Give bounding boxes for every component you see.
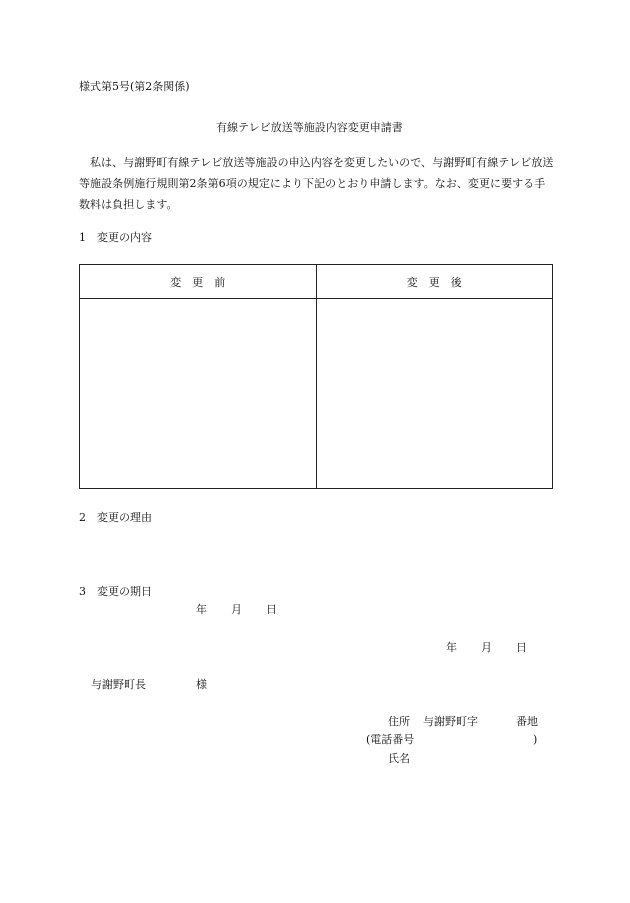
- name-label: 氏名: [388, 752, 410, 765]
- addressee-honorific: 様: [196, 678, 207, 691]
- address-label: 住所: [388, 715, 410, 728]
- address-banchi: 番地: [516, 715, 538, 728]
- changes-table: [79, 264, 553, 489]
- change-date-month: 月: [231, 603, 242, 616]
- before-header: 変 更 前: [80, 265, 317, 299]
- address-town: 与謝野町字: [423, 715, 478, 728]
- before-cell[interactable]: [80, 299, 317, 489]
- body-paragraph: 私は、与謝野町有線テレビ放送等施設の申込内容を変更したいので、与謝野町有線テレビ放送等施設条例施行規則第2条第6項の規定により下記のとおり申請します。なお、変更に要する手数料は負担します。: [79, 156, 554, 211]
- section-heading-content: 1 変更の内容: [79, 231, 152, 244]
- addressee-name: 与謝野町長: [91, 678, 146, 691]
- form-number: 様式第5号(第2条関係): [79, 80, 190, 93]
- after-header: 変 更 後: [316, 265, 553, 299]
- application-date-month: 月: [481, 641, 492, 654]
- phone-label: (電話番号: [366, 733, 415, 746]
- phone-close: ): [533, 733, 538, 746]
- application-date-day: 日: [516, 641, 527, 654]
- application-date-year: 年: [446, 641, 457, 654]
- document-title: 有線テレビ放送等施設内容変更申請書: [216, 121, 403, 134]
- change-date-year: 年: [196, 603, 207, 616]
- after-cell[interactable]: [316, 299, 553, 489]
- change-date-day: 日: [266, 603, 277, 616]
- section-heading-reason: 2 変更の理由: [79, 511, 152, 524]
- section-heading-date: 3 変更の期日: [79, 585, 152, 598]
